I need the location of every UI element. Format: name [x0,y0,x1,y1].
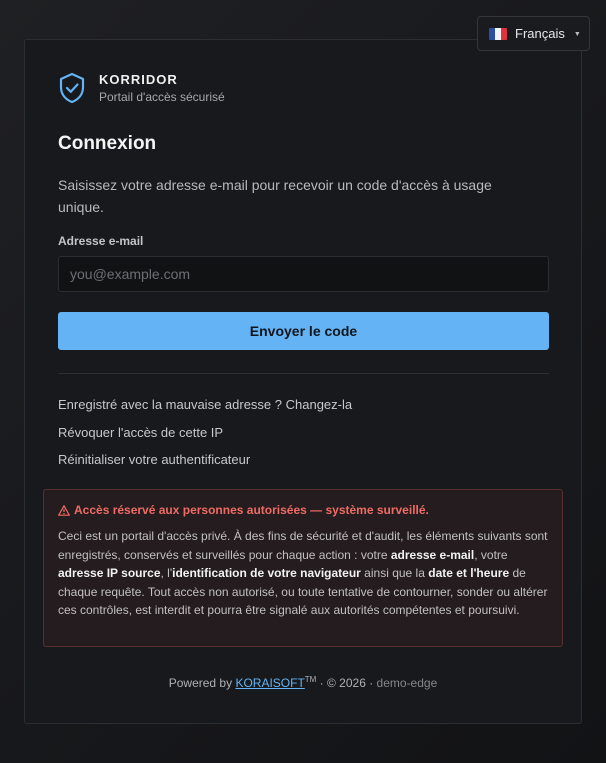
help-links [58,391,352,474]
reset-authenticator-link[interactable]: Réinitialiser votre authentificateur [58,452,251,467]
send-code-button[interactable]: Envoyer le code [58,312,549,350]
security-warning [43,489,563,647]
change-email-link[interactable]: Enregistré avec la mauvaise adresse ? Changez-la [58,397,353,412]
footer-copyright: · © 2026 · [316,676,377,690]
vendor-link[interactable]: KORAISOFT [235,676,305,690]
warning-text: ainsi que la [360,566,429,581]
warning-title-text: Accès réservé aux personnes autorisées — système surveillé. [74,503,429,517]
email-label: Adresse e-mail [58,234,144,248]
language-selector[interactable] [477,16,590,51]
france-flag-icon [489,28,507,40]
warning-emphasis: adresse e-mail [390,547,475,562]
shield-check-icon [58,72,86,104]
warning-text: , l' [160,566,173,581]
warning-text: de chaque requête. Tout accès non autorisé, ou toute tentative de contourner, sonder ou altérer ces contrôles, est interdit et pourra être signalé aux autorités compétentes et poursuivi. [58,566,548,618]
warning-text: Ceci est un portail d'accès privé. À des fins de sécurité et d'audit, les éléments suivants sont enregistrés, conservés et surveillés pour chaque action : votre [58,529,548,562]
caret-down-icon: ▼ [573,30,581,38]
brand-subtitle: Portail d'accès sécurisé [99,90,225,104]
warning-emphasis: identification de votre navigateur [172,566,361,581]
footer-prefix: Powered by [168,676,236,690]
warning-title [58,503,548,517]
divider [58,373,549,374]
warning-body [58,527,548,620]
edge-name: demo-edge [376,676,438,690]
revoke-ip-link[interactable]: Révoquer l'accès de cette IP [58,424,224,440]
brand-header [58,72,225,104]
warning-text: , votre [474,547,508,562]
email-input[interactable] [58,256,549,292]
trademark: TM [304,675,317,684]
warning-icon [58,505,70,516]
warning-emphasis: date et l'heure [428,566,510,581]
language-label: Français [515,26,565,41]
intro-text: Saisissez votre adresse e-mail pour recevoir un code d'accès à usage unique. [58,177,492,215]
footer [25,675,581,690]
brand-name: KORRIDOR [99,72,178,87]
warning-emphasis: adresse IP source [58,566,161,581]
login-card [24,39,582,724]
page-title: Connexion [58,133,157,154]
